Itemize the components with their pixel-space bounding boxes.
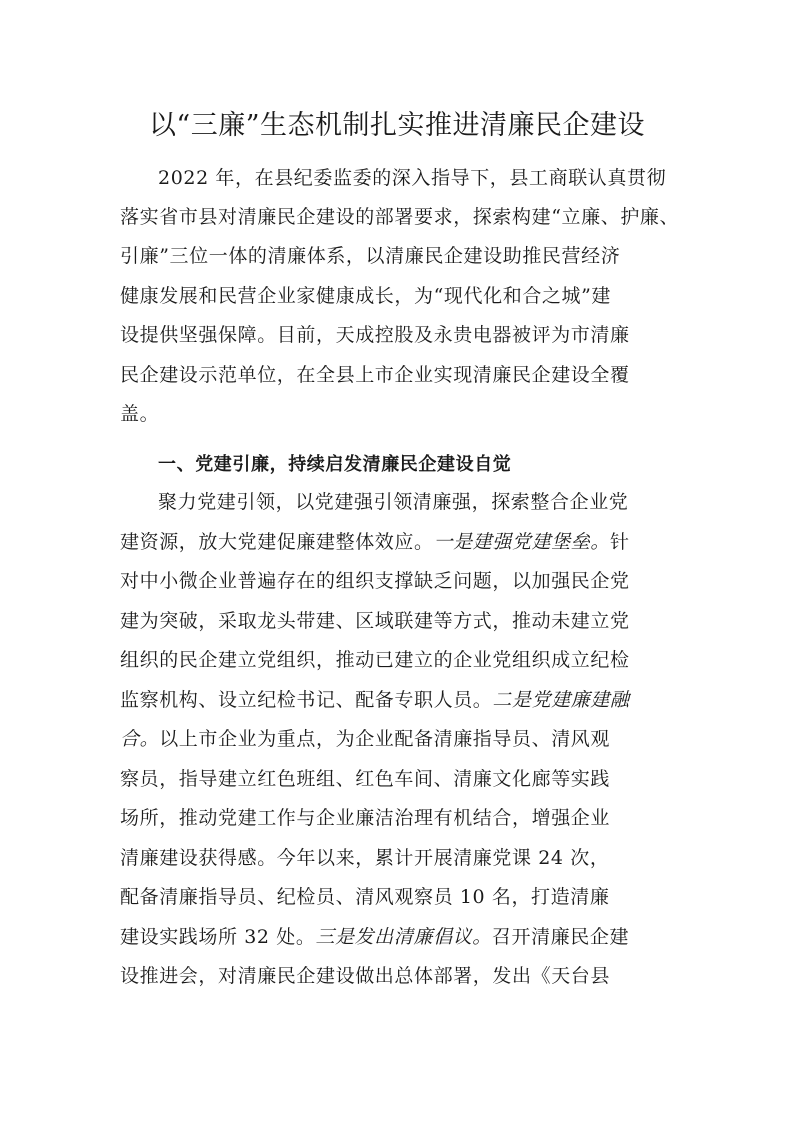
body-line bbox=[158, 489, 628, 515]
text-run: 建为突破，采取龙头带建、区域联建等方式，推动未建立党 bbox=[120, 610, 630, 632]
text-run: 场所，推动党建工作与企业廉洁治理有机结合，增强企业 bbox=[120, 807, 611, 829]
body-line bbox=[120, 766, 610, 792]
emphasis-run: 合。 bbox=[120, 728, 160, 750]
body-line bbox=[120, 805, 610, 831]
text-run: 针 bbox=[610, 531, 630, 553]
text-run: 清廉建设获得感。今年以来，累计开展清廉党课 24 次， bbox=[120, 847, 610, 869]
body-line bbox=[120, 845, 609, 871]
body-line bbox=[120, 963, 610, 989]
text-run: 监察机构、设立纪检书记、配备专职人员。 bbox=[120, 689, 493, 711]
document-title: 以“三廉”生态机制扎实推进清廉民企建设 bbox=[148, 110, 646, 141]
emphasis-run: 二是党建廉建融 bbox=[492, 689, 630, 711]
intro-line: 落实省市县对清廉民企建设的部署要求，探索构建“立廉、护廉、 bbox=[120, 206, 680, 228]
body-line bbox=[120, 924, 629, 950]
emphasis-run: 一是建强党建堡垒。 bbox=[433, 531, 611, 553]
section-heading: 一、党建引廉，持续启发清廉民企建设自觉 bbox=[158, 454, 512, 475]
text-run: 聚力党建引领，以党建强引领清廉强，探索整合企业党 bbox=[158, 491, 629, 513]
intro-line: 盖。 bbox=[120, 403, 160, 425]
intro-line: 引廉”三位一体的清廉体系，以清廉民企建设助推民营经济 bbox=[120, 245, 621, 267]
intro-line: 2022 年，在县纪委监委的深入指导下，县工商联认真贯彻 bbox=[158, 167, 667, 189]
body-line bbox=[120, 608, 630, 634]
intro-line: 设提供坚强保障。目前，天成控股及永贵电器被评为市清廉 bbox=[120, 324, 630, 346]
body-line bbox=[120, 647, 630, 673]
text-run: 配备清廉指导员、纪检员、清风观察员 10 名，打造清廉 bbox=[120, 886, 610, 908]
text-run: 设推进会，对清廉民企建设做出总体部署，发出《天台县 bbox=[120, 965, 611, 987]
body-line bbox=[120, 884, 609, 910]
body-line bbox=[120, 568, 630, 594]
emphasis-run: 三是发出清廉倡议。 bbox=[315, 926, 492, 948]
text-run: 以上市企业为重点，为企业配备清廉指导员、清风观 bbox=[159, 728, 611, 750]
body-line bbox=[120, 529, 630, 555]
text-run: 察员，指导建立红色班组、红色车间、清廉文化廊等实践 bbox=[120, 768, 611, 790]
text-run: 组织的民企建立党组织，推动已建立的企业党组织成立纪检 bbox=[120, 649, 630, 671]
text-run: 对中小微企业普遍存在的组织支撑缺乏问题，以加强民企党 bbox=[120, 570, 630, 592]
text-run: 建设实践场所 32 处。 bbox=[120, 926, 316, 948]
body-line bbox=[120, 726, 610, 752]
intro-line: 健康发展和民营企业家健康成长，为“现代化和合之城”建 bbox=[120, 285, 612, 307]
text-run: 召开清廉民企建 bbox=[491, 926, 630, 948]
body-line bbox=[120, 687, 630, 713]
text-run: 建资源，放大党建促廉建整体效应。 bbox=[120, 531, 434, 553]
intro-line: 民企建设示范单位，在全县上市企业实现清廉民企建设全覆 bbox=[120, 364, 630, 386]
